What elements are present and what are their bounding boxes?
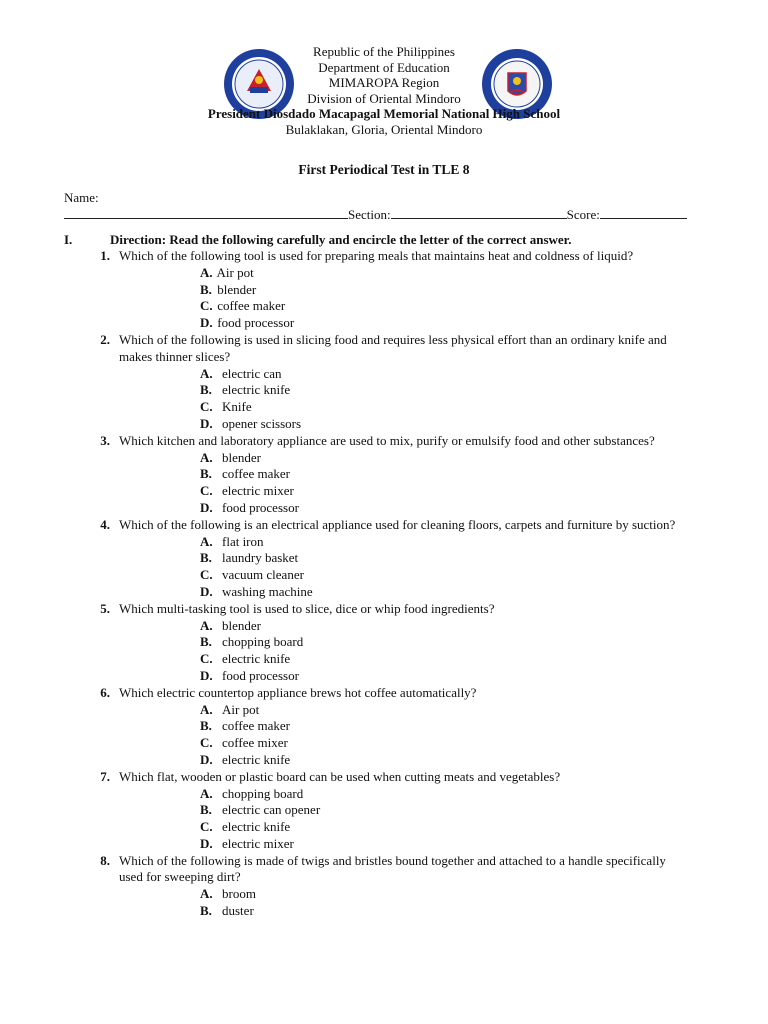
option-text: vacuum cleaner xyxy=(222,567,304,583)
question-text: Which kitchen and laboratory appliance are used to mix, purify or emulsify food and other substances? xyxy=(119,432,655,448)
option-text: blender xyxy=(222,449,261,465)
question-number: 7. xyxy=(100,768,110,784)
option-letter: B. xyxy=(200,466,212,482)
answer-option[interactable] xyxy=(200,366,768,383)
option-letter: A. xyxy=(200,886,213,902)
question-text: Which flat, wooden or plastic board can be used when cutting meats and vegetables? xyxy=(119,768,561,784)
answer-option[interactable] xyxy=(200,265,768,282)
question-item xyxy=(0,433,768,517)
answer-option[interactable] xyxy=(200,886,768,903)
question-item xyxy=(0,517,768,601)
option-letter: A. xyxy=(200,365,213,381)
answer-option[interactable] xyxy=(200,450,768,467)
answer-option[interactable] xyxy=(200,500,768,517)
option-text: Knife xyxy=(222,399,252,415)
question-number: 6. xyxy=(100,684,110,700)
option-letter: A. xyxy=(200,617,213,633)
option-text: electric mixer xyxy=(222,835,294,851)
answer-option[interactable] xyxy=(200,618,768,635)
option-text: Air pot xyxy=(222,701,260,717)
answer-option[interactable] xyxy=(200,483,768,500)
header-line: Division of Oriental Mindoro xyxy=(307,90,461,106)
section-number: I. xyxy=(64,232,73,247)
option-letter: A. xyxy=(200,701,213,717)
option-letter: C. xyxy=(200,819,213,835)
option-text: electric knife xyxy=(222,382,291,398)
option-letter: C. xyxy=(200,298,213,314)
option-letter: A. xyxy=(200,264,213,280)
question-number: 5. xyxy=(100,600,110,616)
option-letter: D. xyxy=(200,499,213,515)
option-text: coffee maker xyxy=(214,298,286,314)
question-text: Which electric countertop appliance brews hot coffee automatically? xyxy=(119,684,477,700)
section-blank[interactable] xyxy=(391,206,567,219)
header-line: MIMAROPA Region xyxy=(328,75,440,90)
option-letter: B. xyxy=(200,281,212,297)
test-title: First Periodical Test in TLE 8 xyxy=(298,162,470,177)
option-text: laundry basket xyxy=(222,550,299,566)
option-text: coffee mixer xyxy=(222,735,288,751)
answer-option[interactable] xyxy=(200,634,768,651)
option-letter: D. xyxy=(200,751,213,767)
option-letter: B. xyxy=(200,550,212,566)
answer-option[interactable] xyxy=(200,382,768,399)
header-line: Republic of the Philippines xyxy=(313,44,455,59)
answer-option[interactable] xyxy=(200,786,768,803)
option-letter: D. xyxy=(200,835,213,851)
answer-option[interactable] xyxy=(200,651,768,668)
option-text: washing machine xyxy=(222,583,313,599)
option-text: electric mixer xyxy=(222,483,294,499)
option-letter: B. xyxy=(200,802,212,818)
option-letter: D. xyxy=(200,667,213,683)
question-item xyxy=(0,332,768,433)
answer-option[interactable] xyxy=(200,298,768,315)
question-text: Which of the following is used in slicing food and requires less physical effort than an ordinary knife and makes thinner slices? xyxy=(119,331,667,364)
document-header xyxy=(0,44,768,137)
answer-option[interactable] xyxy=(200,399,768,416)
option-text: blender xyxy=(214,281,257,297)
header-line: Department of Education xyxy=(318,59,450,75)
option-letter: A. xyxy=(200,449,213,465)
question-item xyxy=(0,601,768,685)
question-text: Which multi-tasking tool is used to slice, dice or whip food ingredients? xyxy=(119,600,495,616)
option-text: electric can xyxy=(222,365,282,381)
option-letter: B. xyxy=(200,382,212,398)
question-number: 8. xyxy=(100,852,110,868)
option-text: food processor xyxy=(222,667,299,683)
option-text: Air pot xyxy=(214,264,254,280)
option-text: electric knife xyxy=(222,819,291,835)
answer-option[interactable] xyxy=(200,584,768,601)
question-item xyxy=(0,853,768,920)
answer-option[interactable] xyxy=(200,718,768,735)
answer-option[interactable] xyxy=(200,466,768,483)
option-text: chopping board xyxy=(222,634,304,650)
student-info-row xyxy=(64,206,709,223)
question-number: 2. xyxy=(100,331,110,347)
answer-option[interactable] xyxy=(200,668,768,685)
option-text: flat iron xyxy=(222,533,264,549)
option-text: broom xyxy=(222,886,256,902)
answer-option[interactable] xyxy=(200,735,768,752)
option-letter: A. xyxy=(200,785,213,801)
option-text: chopping board xyxy=(222,785,304,801)
option-text: electric knife xyxy=(222,651,291,667)
question-number: 1. xyxy=(100,248,110,263)
question-number: 4. xyxy=(100,516,110,532)
score-label: Score: xyxy=(566,207,600,222)
option-text: food processor xyxy=(214,315,295,331)
option-text: electric knife xyxy=(222,751,291,767)
name-blank[interactable] xyxy=(64,206,348,219)
option-text: duster xyxy=(222,903,254,919)
name-label: Name: xyxy=(64,190,99,205)
question-text: Which of the following tool is used for preparing meals that maintains heat and coldness of liquid? xyxy=(119,248,634,263)
option-text: blender xyxy=(222,617,261,633)
answer-option[interactable] xyxy=(200,416,768,433)
option-text: coffee maker xyxy=(222,466,290,482)
answer-option[interactable] xyxy=(200,903,768,920)
option-letter: A. xyxy=(200,533,213,549)
question-text: Which of the following is made of twigs and bristles bound together and attached to a handle specifically used for sweeping dirt? xyxy=(119,852,666,885)
school-name: President Diosdado Macapagal Memorial National High School xyxy=(207,106,561,121)
option-letter: C. xyxy=(200,567,213,583)
option-letter: C. xyxy=(200,651,213,667)
option-text: coffee maker xyxy=(222,718,290,734)
direction-text: Direction: Read the following carefully and encircle the letter of the correct answer. xyxy=(110,232,572,247)
option-letter: B. xyxy=(200,634,212,650)
school-address: Bulaklakan, Gloria, Oriental Mindoro xyxy=(285,121,483,137)
question-number: 3. xyxy=(100,432,110,448)
question-text: Which of the following is an electrical appliance used for cleaning floors, carpets and furniture by suction? xyxy=(119,516,676,532)
answer-option[interactable] xyxy=(200,315,768,332)
answer-option[interactable] xyxy=(200,550,768,567)
option-letter: D. xyxy=(200,315,213,331)
option-letter: B. xyxy=(200,903,212,919)
score-blank[interactable] xyxy=(600,206,687,219)
answer-option[interactable] xyxy=(200,836,768,853)
option-letter: D. xyxy=(200,583,213,599)
answer-option[interactable] xyxy=(200,819,768,836)
option-letter: C. xyxy=(200,735,213,751)
answer-option[interactable] xyxy=(200,702,768,719)
answer-option[interactable] xyxy=(200,802,768,819)
option-letter: C. xyxy=(200,399,213,415)
question-item xyxy=(0,685,768,769)
option-letter: B. xyxy=(200,718,212,734)
answer-option[interactable] xyxy=(200,282,768,299)
answer-option[interactable] xyxy=(200,752,768,769)
option-text: opener scissors xyxy=(222,415,302,431)
question-item xyxy=(0,769,768,853)
option-letter: C. xyxy=(200,483,213,499)
answer-option[interactable] xyxy=(200,567,768,584)
section-label: Section: xyxy=(348,207,391,222)
option-text: food processor xyxy=(222,499,299,515)
option-text: electric can opener xyxy=(222,802,321,818)
option-letter: D. xyxy=(200,415,213,431)
direction xyxy=(64,232,572,248)
answer-option[interactable] xyxy=(200,534,768,551)
question-list xyxy=(0,248,768,920)
question-item xyxy=(0,248,768,332)
